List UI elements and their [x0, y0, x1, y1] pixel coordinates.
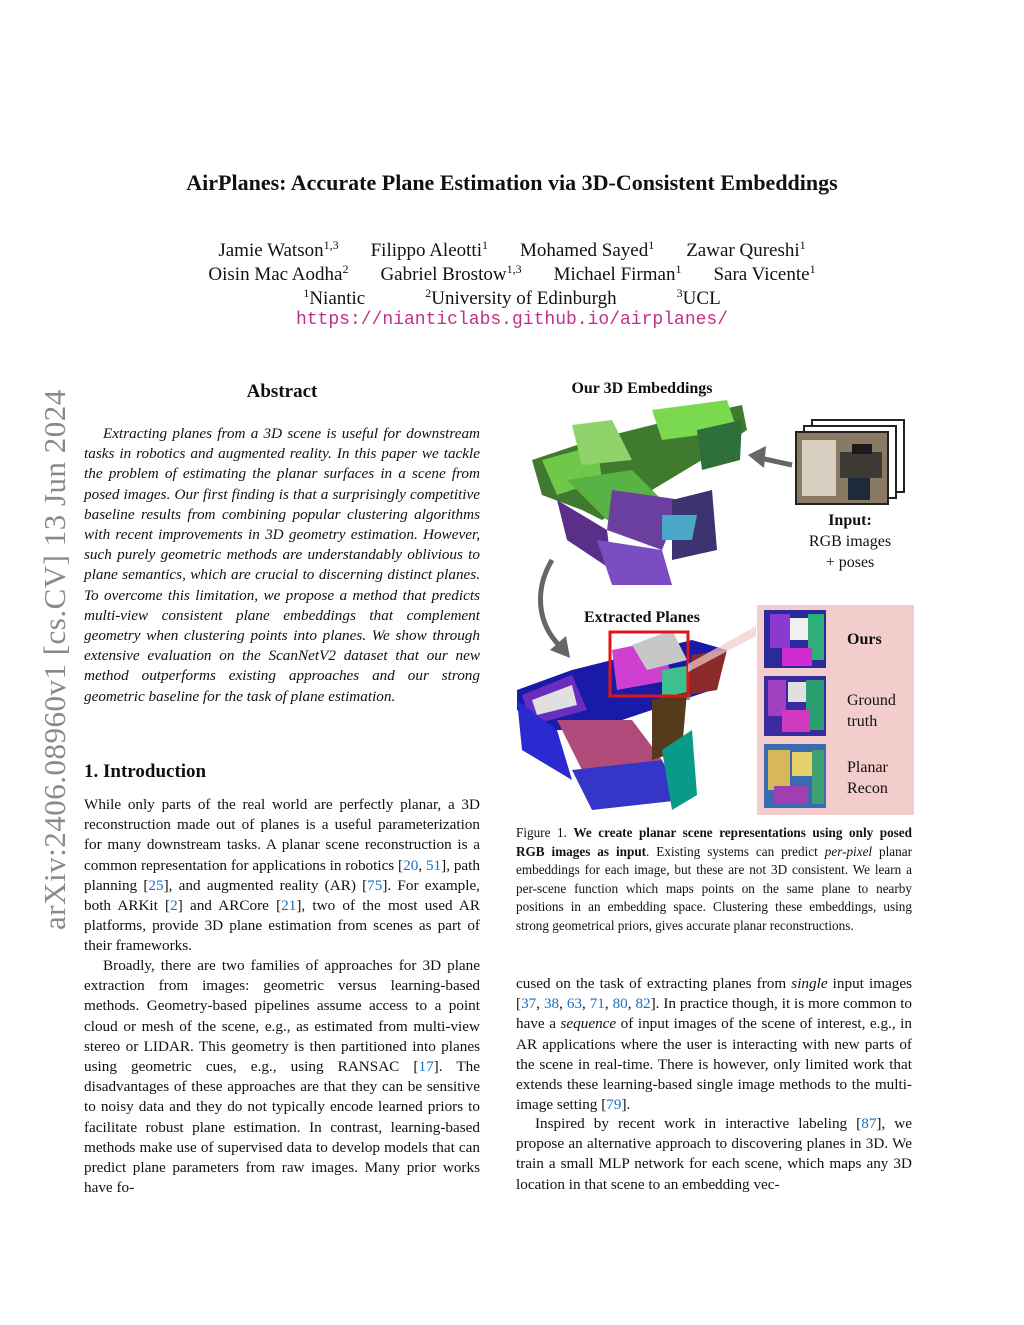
- right-p1-text: ,: [627, 995, 636, 1013]
- right-p1-italic-text: sequence: [560, 1015, 617, 1033]
- figure-1-caption: [516, 824, 912, 935]
- authors-row-1: [0, 240, 1024, 262]
- right-p1-text: ,: [582, 995, 590, 1013]
- right-p1-text: ,: [559, 995, 567, 1013]
- caption-text: planar embeddings for each image, but these are not 3D consistent. We learn a per-scene function which maps points on the same plane to nearby positions in an embedding space. Clustering these embeddings, using strong geometrical priors, gives accurate planar reconstructions.: [516, 843, 912, 933]
- project-url-link[interactable]: https://nianticlabs.github.io/airplanes/: [295, 310, 729, 330]
- label-ground-truth: [847, 690, 896, 732]
- label-planar-recon: [847, 757, 888, 799]
- author-2: Michael Firman$^1$: [553, 262, 682, 285]
- ground-truth-thumbnail: [764, 676, 826, 736]
- citation-link[interactable]: 82: [635, 995, 651, 1013]
- authors-row-2: [0, 264, 1024, 286]
- citation-link[interactable]: 25: [148, 876, 164, 894]
- citation-link[interactable]: 80: [612, 995, 628, 1013]
- citation-link[interactable]: 87: [861, 1115, 877, 1132]
- intro-p2-text: ]. The disadvantages of these approaches are that they can be sensitive to noisy data and they do not typically encode learned priors to facilitate robust plane estimation. In contrast, learning-based methods make use of supervised data to develop models that can predict plane parameters from raw images. Many prior works have fo-: [84, 1058, 480, 1197]
- planar-recon-thumbnail: [764, 744, 826, 808]
- affiliations: [0, 288, 1024, 310]
- citation-link[interactable]: 17: [418, 1058, 434, 1076]
- label-truth: truth: [847, 713, 878, 730]
- citation-link[interactable]: 2: [170, 897, 178, 915]
- intro-p1-text: ,: [418, 856, 426, 874]
- citation-link[interactable]: 37: [521, 995, 537, 1013]
- input-arrow: [748, 446, 792, 468]
- input-label: Input:: [828, 512, 872, 529]
- ours-thumbnail: [764, 610, 826, 668]
- citation-link[interactable]: 21: [281, 897, 297, 915]
- right-p1-italic-text: single: [791, 975, 828, 992]
- citation-link[interactable]: 20: [403, 856, 419, 874]
- intro-paragraph-1: [84, 795, 480, 957]
- citation-link[interactable]: 71: [589, 995, 605, 1013]
- right-p1-text: input images [: [516, 975, 912, 1013]
- right-p1-text: ].: [621, 1096, 631, 1114]
- label-ground: Ground: [847, 692, 896, 709]
- abstract-heading: Abstract: [246, 381, 318, 402]
- figure-label-planes: Extracted Planes: [584, 609, 700, 626]
- intro-p1-text: ], and augmented reality (AR) [: [163, 876, 368, 894]
- author-3: Zawar Qureshi$^1$: [686, 238, 806, 261]
- label-ours: Ours: [847, 631, 882, 648]
- right-p2-text: Inspired by recent work in interactive labeling [: [535, 1115, 862, 1132]
- input-caption: [790, 510, 910, 573]
- caption-italic-text: per-pixel: [824, 843, 873, 859]
- figure-label-embeddings: Our 3D Embeddings: [571, 380, 713, 397]
- input-images-stack: [796, 420, 904, 504]
- right-p1-text: ,: [536, 995, 544, 1013]
- caption-text: . Existing systems can predict: [646, 843, 825, 859]
- caption-text: Figure 1.: [516, 825, 574, 840]
- abstract-text: Extracting planes from a 3D scene is useful for downstream tasks in robotics and augmented reality. In this paper we tackle the problem of estimating the planar surfaces in a scene from posed images. Our first finding is that a surprisingly competitive baseline results from combining popular clustering algorithms with recent improvements in 3D geometry estimation. However, such purely geometric methods are understandably oblivious to plane semantics, which are crucial to discerning distinct planes. To overcome this limitation, we propose a method that predicts multi-view consistent plane embeddings that complement geometry when clustering points into planes. We show through extensive evaluation on the ScanNetV2 dataset that our new method outperforms existing approaches and our strong geometric baseline for the task of plane estimation.: [84, 425, 480, 705]
- intro-p1-text: While only parts of the real world are perfectly planar, a 3D reconstruction made out of planes is a useful parameterization for many downstream tasks. A planar scene reconstruction is a common representation for applications in robotics [: [84, 796, 480, 874]
- caption-bold-text: We create planar scene representations using only posed RGB images as input: [516, 825, 912, 859]
- input-sublabel-2: + poses: [825, 554, 875, 571]
- intro-p1-text: ]. For example, both ARKit [: [84, 876, 480, 915]
- citation-link[interactable]: 51: [425, 856, 442, 874]
- label-recon: Recon: [847, 780, 888, 797]
- extracted-planes-image: [517, 630, 727, 810]
- right-column-paragraph-2: [516, 1114, 912, 1195]
- right-p1-text: of input images of the scene of interest, e.g., in AR applications where the user is interacting with new parts of the scene in real-time. There is however, only limited work that extends these learning-based single image methods to the multi-image setting [: [516, 1015, 912, 1114]
- right-p1-text: ]. In practice though, it is more common to have a: [516, 995, 913, 1033]
- intro-heading: 1. Introduction: [84, 761, 207, 782]
- right-p2-text: ], we propose an alternative approach to discovering planes in 3D. We train a small MLP network for each scene, which maps any 3D location in that scene to an embedding vec-: [516, 1115, 912, 1193]
- affiliation-1: $^2$University of Edinburgh: [425, 286, 617, 309]
- right-column-paragraph-1: [516, 974, 912, 1115]
- author-0: Oisin Mac Aodha$^2$: [208, 262, 349, 285]
- intro-p1-text: ] and ARCore [: [177, 897, 282, 915]
- intro-p2-text: Broadly, there are two families of approaches for 3D plane extraction from images: geometric versus learning-based methods. Geometry-based pipelines assume access to a point cloud or mesh of the scene, e.g., as estimated from multi-view stereo or LIDAR. This geometry is then partitioned into planes using geometric cues, e.g., using RANSAC [: [84, 957, 480, 1076]
- input-sublabel-1: RGB images: [808, 533, 892, 550]
- author-0: Jamie Watson$^{1,3}$: [218, 238, 339, 261]
- label-planar: Planar: [847, 759, 888, 776]
- right-p1-text: cused on the task of extracting planes from: [516, 975, 792, 992]
- embedding-scene-image: [532, 400, 747, 585]
- author-3: Sara Vicente$^1$: [713, 262, 816, 285]
- downward-arrow: [541, 560, 570, 658]
- affiliation-2: $^3$UCL: [676, 286, 721, 309]
- paper-title: AirPlanes: Accurate Plane Estimation via 3D-Consistent Embeddings: [186, 170, 838, 195]
- arxiv-stamp: arXiv:2406.08960v1 [cs.CV] 13 Jun 2024: [37, 389, 72, 930]
- affiliation-0: $^1$Niantic: [303, 286, 366, 309]
- citation-link[interactable]: 79: [606, 1096, 622, 1114]
- intro-paragraph-2: [84, 956, 480, 1198]
- citation-link[interactable]: 63: [566, 995, 582, 1013]
- author-1: Filippo Aleotti$^1$: [370, 238, 488, 261]
- citation-link[interactable]: 38: [543, 995, 560, 1013]
- author-2: Mohamed Sayed$^1$: [519, 238, 655, 261]
- right-p1-text: ,: [604, 995, 613, 1013]
- intro-p1-text: ], two of the most used AR platforms, provide 3D plane estimation from scenes as part of their frameworks.: [84, 897, 480, 955]
- intro-p1-text: ], path planning [: [84, 856, 480, 894]
- author-1: Gabriel Brostow$^{1,3}$: [380, 262, 522, 285]
- citation-link[interactable]: 75: [367, 876, 383, 894]
